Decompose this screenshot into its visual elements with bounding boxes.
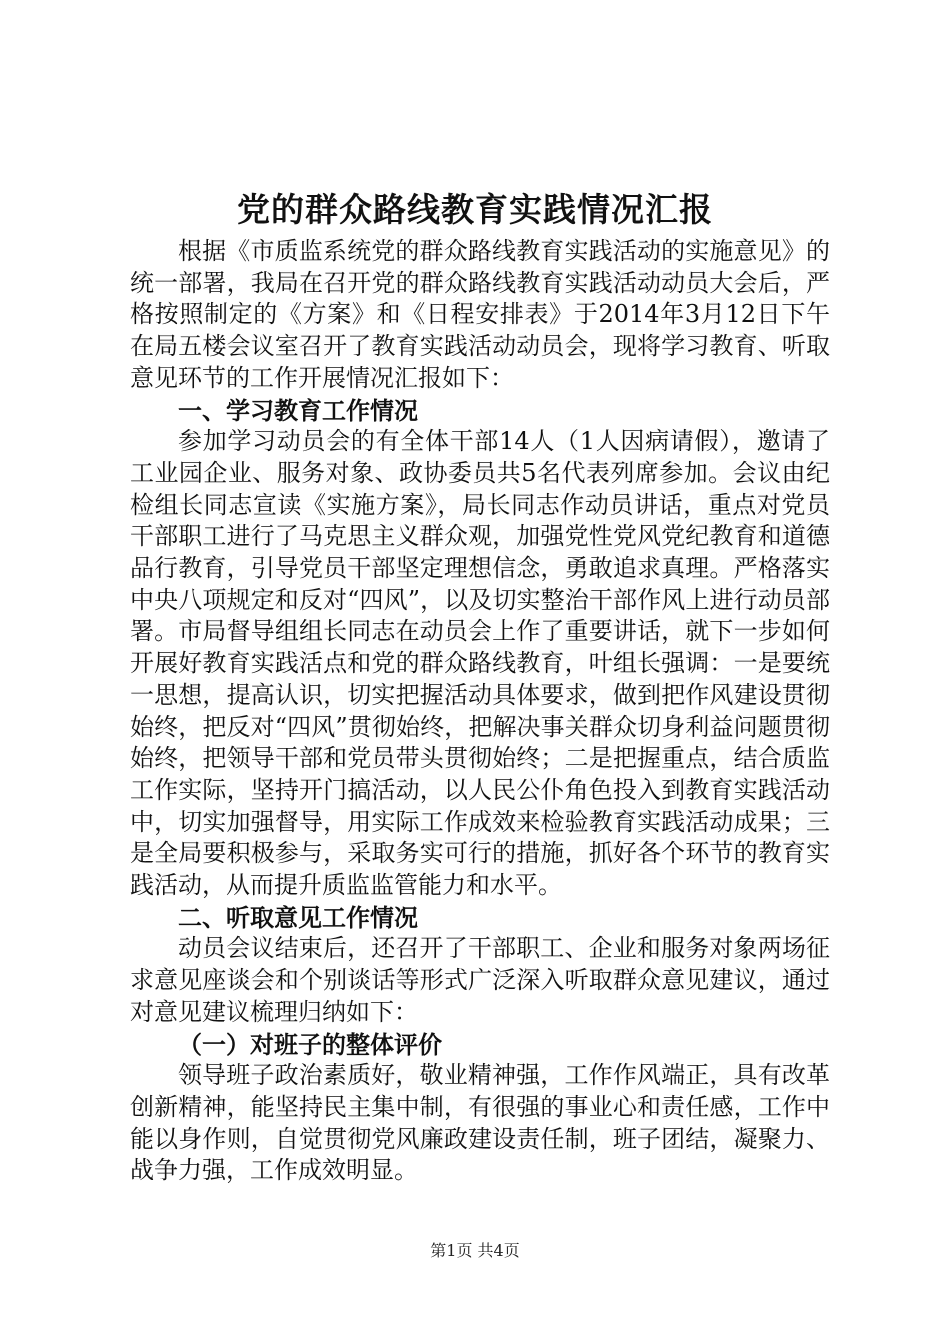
intro-paragraph: 根据《市质监系统党的群众路线教育实践活动的实施意见》的统一部署，我局在召开党的群众路线教育实践活动动员大会后，严格按照制定的《方案》和《日程安排表》于2014年3月12日下午在局五楼会议室召开了教育实践活动动员会，现将学习教育、听取意见环节的工作开展情况汇报如下： xyxy=(130,237,830,392)
document-body xyxy=(130,236,830,1187)
section-2-heading: 二、听取意见工作情况 xyxy=(178,902,418,932)
subsection-1-paragraph: 领导班子政治素质好，敬业精神强，工作作风端正，具有改革创新精神，能坚持民主集中制，有很强的事业心和责任感，工作中能以身作则，自觉贯彻党风廉政建设责任制，班子团结，凝聚力、战争力强，工作成效明显。 xyxy=(130,1061,830,1185)
section-1-paragraph: 参加学习动员会的有全体干部14人（1人因病请假），邀请了工业园企业、服务对象、政协委员共5名代表列席参加。会议由纪检组长同志宣读《实施方案》，局长同志作动员讲话，重点对党员干部职工进行了马克思主义群众观，加强党性党风党纪教育和道德品行教育，引导党员干部坚定理想信念，勇敢追求真理。严格落实中央八项规定和反对“四风”，以及切实整治干部作风上进行动员部署。市局督导组组长同志在动员会上作了重要讲话，就下一步如何开展好教育实践活点和党的群众路线教育，叶组长强调：一是要统一思想，提高认识，切实把握活动具体要求，做到把作风建设贯彻始终，把反对“四风”贯彻始终，把解决事关群众切身利益问题贯彻始终，把领导干部和党员带头贯彻始终；二是把握重点，结合质监工作实际，坚持开门搞活动，以人民公仆角色投入到教育实践活动中，切实加强督导，用实际工作成效来检验教育实践活动成果；三是全局要积极参与，采取务实可行的措施，抓好各个环节的教育实践活动，从而提升质监监管能力和水平。 xyxy=(130,427,830,900)
subsection-1-heading: （一）对班子的整体评价 xyxy=(178,1029,442,1059)
section-2-paragraph: 动员会议结束后，还召开了干部职工、企业和服务对象两场征求意见座谈会和个别谈话等形式广泛深入听取群众意见建议，通过对意见建议梳理归纳如下： xyxy=(130,934,830,1026)
document-title: 党的群众路线教育实践情况汇报 xyxy=(237,190,713,229)
page-footer: 第1页 共4页 xyxy=(430,1241,520,1260)
section-1-heading: 一、学习教育工作情况 xyxy=(178,395,418,425)
